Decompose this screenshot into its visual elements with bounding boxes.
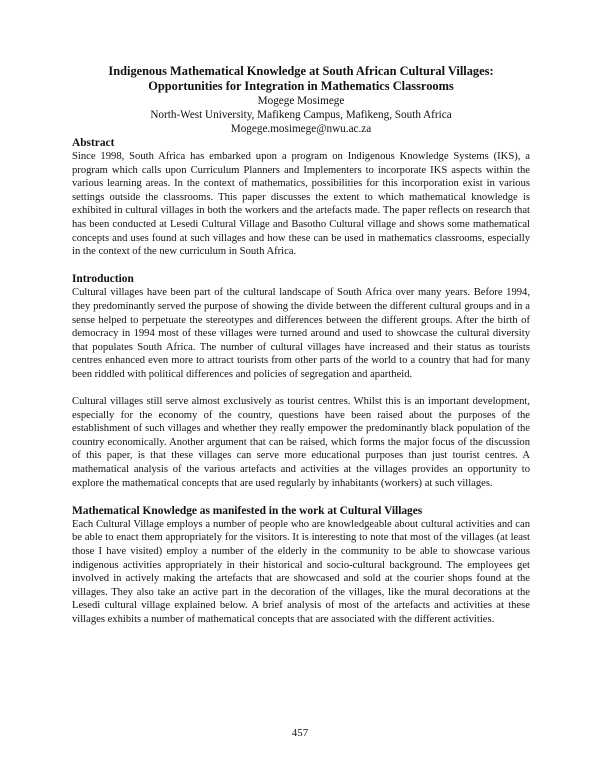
section-2-heading: Mathematical Knowledge as manifested in the work at Cultural Villages — [72, 504, 423, 517]
paper-page — [72, 64, 530, 627]
section-2-paragraph-1: Each Cultural Village employs a number of people who are knowledgeable about cultural activities and can be able to enact them appropriately for the visitors. It is interesting to note that most of the villages (at least those I have visited) employ a number of the elderly in the community to be able to showcase various indigenous activities appropriately in their historical and socio-cultural background. The employees get involved in actively making the artefacts that are showcased and sold at the courier shops found at the villages. They also take an active part in the decoration of the villages, like the mural decorations at the Lesedi cultural village explained below. A brief analysis of most of the artefacts and activities at these villages exhibits a number of mathematical concepts that are associated with the different activities. — [72, 518, 530, 625]
abstract-text: Since 1998, South Africa has embarked upon a program on Indigenous Knowledge Systems (IKS), a program which calls upon Curriculum Planners and Implementers to incorporate IKS aspects within the various learning areas. In the context of mathematics, possibilities for this incorporation exist in various settings outside the classrooms. This paper discusses the extent to which mathematical knowledge is exhibited in cultural villages in both the workers and the artefacts made. The paper reflects on research that has been conducted at Lesedi Cultural Village and Basotho Cultural village and shows some mathematical concepts and uses found at such villages and how these can be used in mathematics classrooms, especially in the context of the new curriculum in South Africa. — [72, 151, 530, 258]
author-name: Mogege Mosimege — [257, 95, 345, 107]
abstract-heading: Abstract — [72, 137, 115, 149]
introduction-heading: Introduction — [72, 273, 134, 286]
page-number: 457 — [291, 727, 309, 739]
introduction-paragraph-1: Cultural villages have been part of the cultural landscape of South Africa over many years. Before 1994, they predominantly served the purpose of showing the divide between the different cultural groups and in a sense helped to perpetuate the stereotypes and differences between the different groups. After the birth of democracy in 1994 most of these villages were turned around and used to showcase the cultural diversity that populates South Africa. The number of cultural villages have increased and their status as tourists centres enhanced even more to attract tourists from other parts of the world to a country that had for many been riddled with political differences and policies of segregation and apartheid. — [72, 287, 530, 380]
introduction-paragraph-2: Cultural villages still serve almost exclusively as tourist centres. Whilst this is an important development, especially for the economy of the country, questions have been raised about the purposes of the establishment of such villages and whether they really empower the predominantly black population of the country economically. Another argument that can be raised, which forms the major focus of the discussion of this paper, is that these villages can serve more educational purposes than just tourist centres. A mathematical analysis of the various artefacts and activities at the villages provides an opportunity to explore the mathematical concepts that are used regularly by inhabitants (workers) at such villages. — [72, 396, 530, 489]
paper-title-line-1: Indigenous Mathematical Knowledge at South African Cultural Villages: — [108, 64, 494, 78]
paper-title-line-2: Opportunities for Integration in Mathematics Classrooms — [148, 79, 454, 93]
author-affiliation: North-West University, Mafikeng Campus, Mafikeng, South Africa — [150, 109, 452, 121]
author-email: Mogege.mosimege@nwu.ac.za — [230, 123, 372, 135]
